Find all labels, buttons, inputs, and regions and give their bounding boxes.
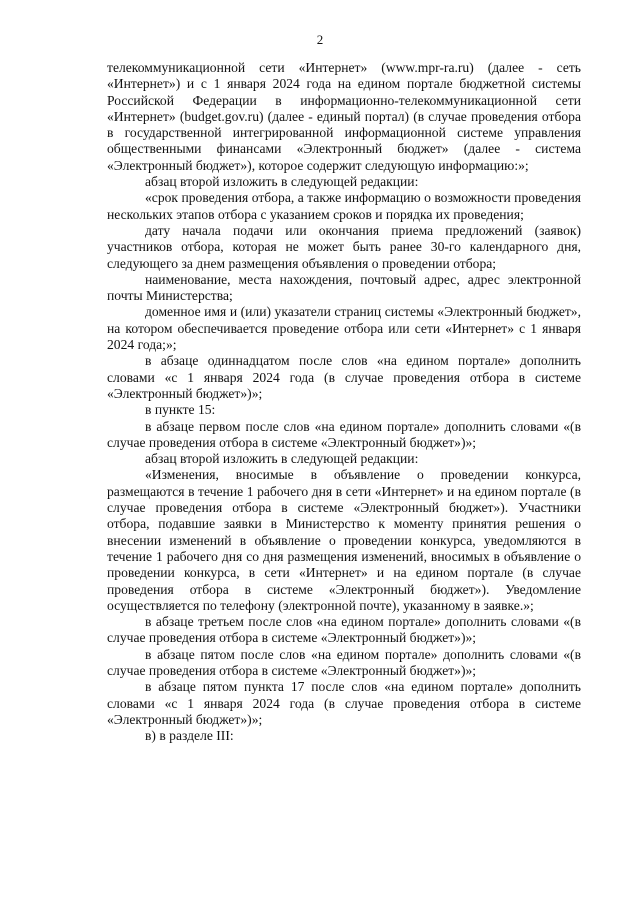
document-body — [107, 60, 581, 744]
paragraph-continuation: телекоммуникационной сети «Интернет» (www.mpr-ra.ru) (далее - сеть «Интернет») и с 1 января 2024 года на едином портале бюджетной системы Российской Федерации в информационно-телекоммуникационной сети «Интернет» (budget.gov.ru) (далее - единый портал) (в случае проведения отбора в государственной интегрированной информационной системе управления общественными финансами «Электронный бюджет» (далее - система «Электронный бюджет»), которое содержит следующую информацию:»; — [107, 60, 581, 173]
paragraph: в абзаце одиннадцатом после слов «на едином портале» дополнить словами «с 1 января 2024 года (в случае проведения отбора в системе «Электронный бюджет»)»; — [107, 353, 581, 401]
paragraph: абзац второй изложить в следующей редакции: — [145, 451, 419, 467]
page-number: 2 — [316, 32, 324, 47]
paragraph: «срок проведения отбора, а также информацию о возможности проведения нескольких этапов отбора с указанием сроков и порядка их проведения; — [107, 190, 581, 222]
paragraph: наименование, места нахождения, почтовый адрес, адрес электронной почты Министерства; — [107, 271, 581, 304]
paragraph: в абзаце пятом после слов «на едином портале» дополнить словами «(в случае проведения отбора в системе «Электронный бюджет»)»; — [107, 646, 581, 678]
paragraph: в) в разделе III: — [145, 728, 234, 744]
paragraph: в абзаце пятом пункта 17 после слов «на едином портале» дополнить словами «с 1 января 2024 года (в случае проведения отбора в системе «Электронный бюджет»)»; — [107, 679, 581, 727]
paragraph: в абзаце третьем после слов «на едином портале» дополнить словами «(в случае проведения отбора в системе «Электронный бюджет»)»; — [107, 614, 581, 646]
paragraph: абзац второй изложить в следующей редакции: — [145, 174, 419, 190]
paragraph: в пункте 15: — [145, 402, 216, 418]
paragraph: доменное имя и (или) указатели страниц системы «Электронный бюджет», на котором обеспечивается проведение отбора или сети «Интернет» с 1 января 2024 года;»; — [107, 304, 581, 353]
paragraph: в абзаце первом после слов «на едином портале» дополнить словами «(в случае проведения отбора в системе «Электронный бюджет»)»; — [107, 418, 581, 450]
paragraph: дату начала подачи или окончания приема предложений (заявок) участников отбора, которая не может быть ранее 30-го календарного дня, следующего за днем размещения объявления о проведении отбора; — [107, 222, 581, 271]
paragraph: «Изменения, вносимые в объявление о проведении конкурса, размещаются в течение 1 рабочего дня в сети «Интернет» и на едином портале (в случае проведения отбора в системе «Электронный бюджет»). Участники отбора, подавшие заявки в Министерство к моменту принятия решения о внесении изменений в объявление о проведении конкурса, уведомляются в течение 1 рабочего дня со дня размещения изменений, вносимых в объявление о проведении конкурса, в сети «Интернет» и на едином портале (в случае проведения отбора в системе «Электронный бюджет»). Уведомление осуществляется по телефону (электронной почте), указанному в заявке.»; — [107, 467, 581, 613]
